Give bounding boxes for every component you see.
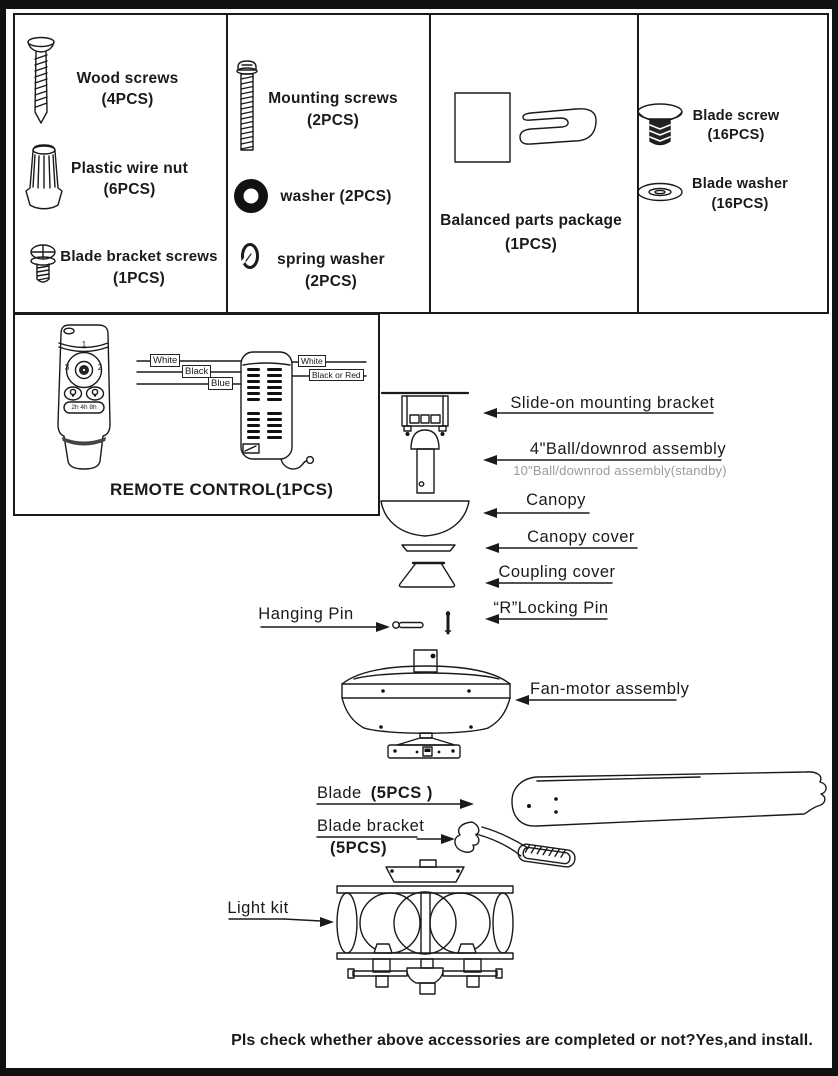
receiver-icon [241,352,313,469]
hanging-pin-label: Hanging Pin [258,605,354,623]
wood-screws-label: Wood screws [76,70,179,87]
mounting-screw-icon [237,61,257,150]
wood-screw-icon [28,38,54,124]
fan-motor-drawing [342,650,510,758]
balanced-parts-icon [455,93,596,162]
washer-label: washer (2PCS) [280,188,392,205]
blade-bracket-label: Blade bracket [317,817,425,835]
blade-screw-qty: (16PCS) [707,127,765,143]
footer-check-note: Pls check whether above accessories are completed or not?Yes,and install. [231,1032,813,1049]
locking-pin-label: “R”Locking Pin [493,599,609,617]
remote-dial-3: 3 [64,363,70,372]
remote-timer-button-label: 2h 4h 8h [71,404,97,411]
wire-nut-qty: (6PCS) [103,181,156,198]
hanging-pin-drawing [393,622,423,628]
canopy-drawing [381,501,469,536]
spring-washer-icon [243,245,258,268]
remote-control-title: REMOTE CONTROL(1PCS) [110,480,334,499]
coupling-cover-label: Coupling cover [498,563,616,581]
remote-dial-2: 2 [97,363,103,372]
wire-nut-label: Plastic wire nut [71,160,188,177]
canopy-cover-label: Canopy cover [527,528,635,546]
wood-screws-qty: (4PCS) [101,91,154,108]
coupling-cover-drawing [399,563,454,587]
balanced-parts-label: Balanced parts package [440,212,622,229]
spring-washer-label: spring washer [277,251,385,268]
wire-label-blue: Blue [208,377,233,390]
blade-label [317,784,433,802]
blade-screw-icon [638,104,682,145]
downrod-drawing [411,430,439,493]
blade-drawing [512,772,826,826]
blade-washer-label: Blade washer [692,176,788,192]
blade-bracket-screw-icon [31,245,55,282]
balanced-parts-qty: (1PCS) [504,236,557,253]
blade-bracket-qty: (5PCS) [330,839,388,857]
wire-label-black: Black [182,365,211,378]
wire-label-white-right: White [298,355,326,367]
spring-washer-qty: (2PCS) [304,273,357,290]
wire-label-white: White [150,354,180,367]
downrod-standby-label: 10"Ball/downrod assembly(standby) [513,463,727,478]
fan-motor-label: Fan-motor assembly [530,680,690,698]
mounting-screws-qty: (2PCS) [306,112,359,129]
washer-icon [234,179,268,213]
bracket-screws-label: Blade bracket screws [60,248,218,265]
mounting-screws-label: Mounting screws [268,90,398,107]
wire-label-black-or-red: Black or Red [309,369,364,381]
light-kit-drawing [337,860,513,994]
blade-washer-qty: (16PCS) [711,196,769,212]
light-kit-label: Light kit [227,899,289,917]
blade-screw-label: Blade screw [692,108,780,124]
locking-pin-drawing [446,611,451,633]
downrod-label: 4"Ball/downrod assembly [529,440,727,458]
blade-bracket-drawing [455,822,576,868]
blade-washer-icon [638,184,682,201]
canopy-label: Canopy [526,491,586,509]
wire-nut-icon [26,145,62,209]
blade-label-text: Blade [317,784,362,802]
blade-qty-text: (5PCS ) [370,784,433,802]
mounting-bracket-label: Slide-on mounting bracket [510,394,715,412]
remote-dial-1: 1 [81,340,87,349]
bracket-screws-qty: (1PCS) [112,270,165,287]
canopy-cover-drawing [402,545,455,551]
